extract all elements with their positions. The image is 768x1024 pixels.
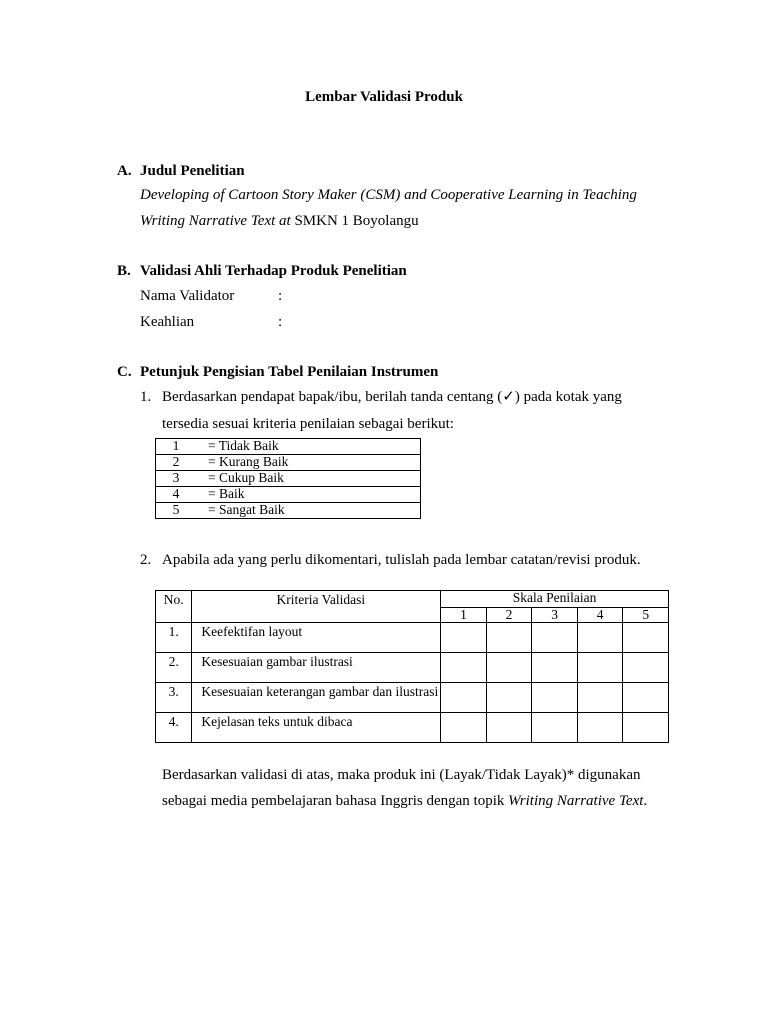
score-cell[interactable]	[532, 713, 578, 743]
section-c-title: Petunjuk Pengisian Tabel Penilaian Instrumen	[140, 364, 439, 380]
scale-value: 1	[441, 608, 487, 623]
validation-table	[155, 590, 669, 743]
score-cell[interactable]	[441, 653, 487, 683]
table-row	[156, 713, 669, 743]
conclusion-topic: Writing Narrative Text	[508, 793, 644, 809]
score-cell[interactable]	[486, 623, 532, 653]
score-cell[interactable]	[623, 623, 669, 653]
section-c-letter: C.	[117, 364, 132, 380]
conclusion-line2	[162, 794, 647, 809]
table-row	[156, 683, 669, 713]
row-number: 4.	[156, 713, 192, 743]
score-cell[interactable]	[532, 623, 578, 653]
row-number: 2.	[156, 653, 192, 683]
scale-description: = Baik	[196, 487, 421, 503]
row-number: 1.	[156, 623, 192, 653]
header-criteria: Kriteria Validasi	[192, 591, 441, 623]
row-criteria: Keefektifan layout	[192, 623, 441, 653]
item1-number: 1.	[140, 389, 152, 405]
header-scale: Skala Penilaian	[441, 591, 669, 608]
scale-description: = Sangat Baik	[196, 503, 421, 519]
scale-row	[156, 471, 421, 487]
research-title-line2-school: SMKN 1 Boyolangu	[290, 213, 419, 229]
scale-row	[156, 455, 421, 471]
scale-row	[156, 439, 421, 455]
scale-row	[156, 487, 421, 503]
scale-description: = Kurang Baik	[196, 455, 421, 471]
section-a-letter: A.	[117, 163, 132, 179]
research-title-line1: Developing of Cartoon Story Maker (CSM) and Cooperative Learning in Teaching	[140, 187, 637, 203]
score-cell[interactable]	[577, 623, 623, 653]
score-cell[interactable]	[623, 713, 669, 743]
row-criteria: Kesesuaian gambar ilustrasi	[192, 653, 441, 683]
row-criteria: Kesesuaian keterangan gambar dan ilustrasi	[192, 683, 441, 713]
scale-value: 5	[623, 608, 669, 623]
conclusion-period: .	[643, 793, 648, 809]
scale-number: 3	[156, 471, 197, 487]
scale-row	[156, 503, 421, 519]
score-cell[interactable]	[623, 653, 669, 683]
validator-name-colon: :	[278, 288, 283, 304]
score-cell[interactable]	[441, 623, 487, 653]
score-cell[interactable]	[441, 713, 487, 743]
score-cell[interactable]	[441, 683, 487, 713]
conclusion-line1: Berdasarkan validasi di atas, maka produk ini (Layak/Tidak Layak)* digunakan	[162, 767, 641, 783]
item2-text: Apabila ada yang perlu dikomentari, tulislah pada lembar catatan/revisi produk.	[162, 552, 641, 568]
scale-value: 2	[486, 608, 532, 623]
scale-number: 1	[156, 439, 197, 455]
section-b-letter: B.	[117, 263, 131, 279]
row-number: 3.	[156, 683, 192, 713]
section-b-title: Validasi Ahli Terhadap Produk Penelitian	[140, 263, 407, 279]
scale-value: 3	[532, 608, 578, 623]
research-title-line2	[140, 214, 419, 229]
score-cell[interactable]	[486, 713, 532, 743]
score-cell[interactable]	[486, 653, 532, 683]
scale-description: = Cukup Baik	[196, 471, 421, 487]
score-cell[interactable]	[623, 683, 669, 713]
scale-number: 5	[156, 503, 197, 519]
conclusion-line2-text: sebagai media pembelajaran bahasa Inggris dengan topik	[162, 793, 509, 809]
score-cell[interactable]	[577, 713, 623, 743]
table-row	[156, 623, 669, 653]
score-cell[interactable]	[532, 653, 578, 683]
item1-line1: Berdasarkan pendapat bapak/ibu, berilah tanda centang (✓) pada kotak yang	[162, 389, 622, 405]
header-no: No.	[156, 591, 192, 623]
scale-number: 4	[156, 487, 197, 503]
row-criteria: Kejelasan teks untuk dibaca	[192, 713, 441, 743]
table-row	[156, 653, 669, 683]
scale-value: 4	[577, 608, 623, 623]
page-title: Lembar Validasi Produk	[305, 89, 463, 105]
section-a-title: Judul Penelitian	[140, 163, 245, 179]
score-cell[interactable]	[577, 653, 623, 683]
item2-number: 2.	[140, 552, 152, 568]
research-title-line2-italic: Writing Narrative Text at	[140, 213, 291, 229]
rating-scale-table	[155, 438, 421, 519]
expertise-colon: :	[278, 314, 283, 330]
expertise-label: Keahlian	[140, 314, 195, 330]
scale-number: 2	[156, 455, 197, 471]
item1-line2: tersedia sesuai kriteria penilaian sebagai berikut:	[162, 416, 454, 432]
score-cell[interactable]	[532, 683, 578, 713]
header-row	[156, 591, 669, 608]
score-cell[interactable]	[486, 683, 532, 713]
scale-description: = Tidak Baik	[196, 439, 421, 455]
validator-name-label: Nama Validator	[140, 288, 235, 304]
score-cell[interactable]	[577, 683, 623, 713]
